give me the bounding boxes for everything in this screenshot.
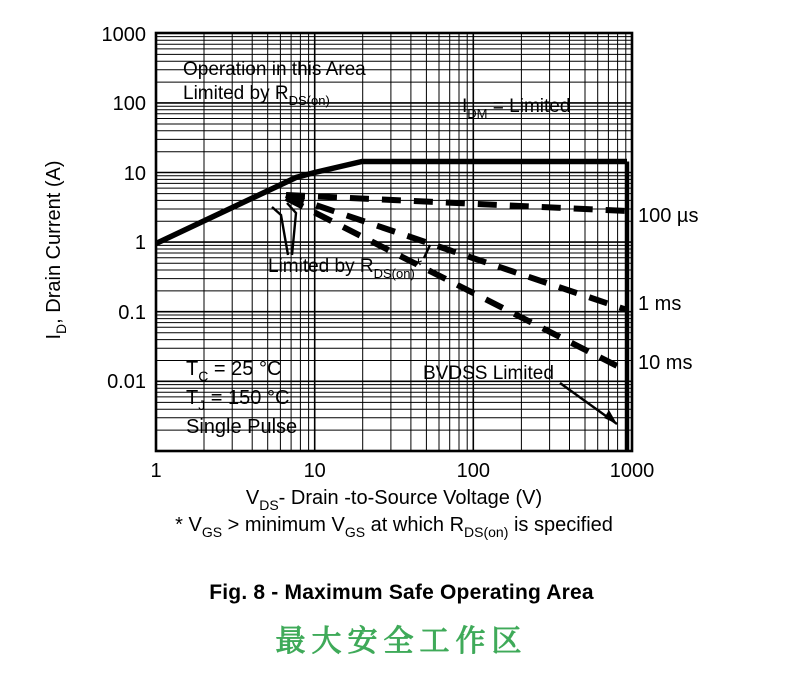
figure-caption-zh: 最大安全工作区 <box>275 625 528 658</box>
x-axis-title <box>246 487 542 513</box>
curve-label-10ms: 10 ms <box>638 352 693 374</box>
x-tick-1000: 1000 <box>609 460 655 482</box>
footnote-sub-1: GS <box>201 524 223 540</box>
x-axis-title-main: V <box>245 487 260 509</box>
y-tick-100: 100 <box>112 93 146 115</box>
annotation-bvdss-text: BVDSS Limited <box>423 363 554 384</box>
annotation-operation-line1: Operation in this Area <box>183 59 366 80</box>
y-axis-title-rest: , Drain Current (A) <box>43 160 65 324</box>
annotation-rdson-pre: Limited by R <box>268 256 374 277</box>
annotation-idm-sub: DM <box>467 106 488 121</box>
y-axis-tick-labels <box>102 24 147 393</box>
condition-tj-post: = 150 °C <box>210 387 290 409</box>
y-tick-1: 1 <box>134 232 146 254</box>
footnote-text-3: at which R <box>370 514 465 536</box>
condition-tj-pre: T <box>186 387 199 409</box>
leader-arrow-bvdss <box>604 410 617 424</box>
footnote-sub-3: DS(on) <box>464 524 509 540</box>
svg-text:* VGS > minimum VGS at which R <box>175 514 613 540</box>
chart-footnote <box>175 514 613 540</box>
y-tick-10: 10 <box>123 163 146 185</box>
svg-text:IDM = Limited <box>462 96 570 121</box>
annotation-operation-line2-sub: DS(on) <box>288 93 330 108</box>
figure-caption-en: Fig. 8 - Maximum Safe Operating Area <box>209 581 594 604</box>
annotation-idm-post: = Limited <box>492 96 571 117</box>
leader-line-rdson-c <box>424 245 430 258</box>
condition-single-pulse: Single Pulse <box>186 416 298 438</box>
svg-text:ID, Drain Current (A) <box>43 160 69 339</box>
curve-labels <box>638 205 698 374</box>
y-tick-1000: 1000 <box>101 24 146 46</box>
annotation-idm-pre: I <box>462 96 468 117</box>
y-axis-title-sub: D <box>53 323 69 334</box>
svg-text:TC = 25 °C <box>186 358 281 384</box>
y-tick-0.1: 0.1 <box>118 302 146 324</box>
annotation-idm-limited <box>462 96 570 121</box>
x-tick-10: 10 <box>303 460 326 482</box>
x-axis-title-rest: - Drain -to-Source Voltage (V) <box>278 487 543 509</box>
curve-label-100us: 100 µs <box>638 205 699 227</box>
x-axis-title-sub: DS <box>259 497 279 513</box>
annotation-rdson-post: * <box>414 256 423 277</box>
condition-tc-sub: C <box>198 368 209 384</box>
footnote-text-2: > minimum V <box>227 514 345 536</box>
footnote-text-1: V <box>188 514 202 536</box>
condition-tc-post: = 25 °C <box>213 358 282 380</box>
condition-tc-pre: T <box>186 358 199 380</box>
x-axis-tick-labels <box>150 460 654 482</box>
y-axis-title-main: I <box>43 333 65 340</box>
curve-10ms <box>286 198 627 371</box>
annotation-rdson-sub: DS(on) <box>373 266 415 281</box>
x-tick-100: 100 <box>456 460 490 482</box>
svg-text:VDS- Drain -to-Source Voltage <box>246 487 542 513</box>
annotation-operation-area <box>183 59 366 108</box>
annotation-bvdss-limited <box>423 363 617 424</box>
condition-tj-sub: J <box>198 397 206 413</box>
y-axis-title <box>43 160 69 339</box>
y-tick-0.01: 0.01 <box>107 371 146 393</box>
svg-text:Limited by RDS(on) <box>183 83 330 108</box>
x-tick-1: 1 <box>150 460 162 482</box>
annotation-conditions <box>186 358 297 438</box>
curve-label-1ms: 1 ms <box>638 293 682 315</box>
annotation-operation-line2-pre: Limited by R <box>183 83 289 104</box>
footnote-star: * <box>175 514 183 536</box>
footnote-text-4: is specified <box>513 514 613 536</box>
footnote-sub-2: GS <box>344 524 366 540</box>
